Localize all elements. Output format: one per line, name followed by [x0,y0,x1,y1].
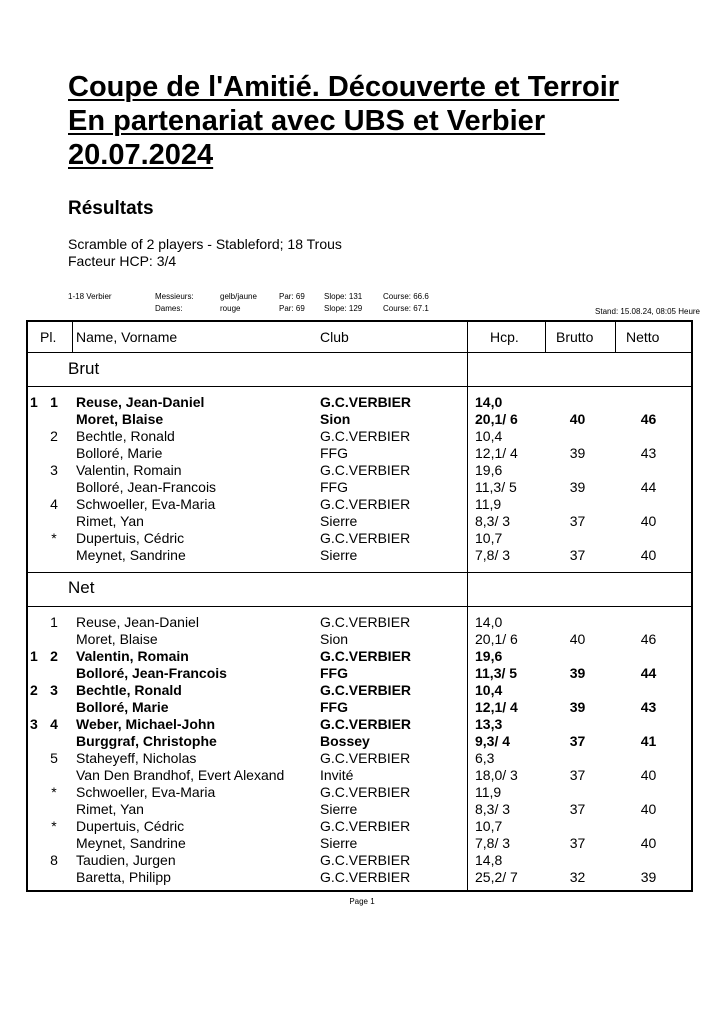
netto-cell: 41 [640,733,657,749]
table-row [28,750,691,767]
col-divider-pl [72,322,73,352]
player-name-cell: Bolloré, Jean-Francois [76,665,227,681]
hcp-cell: 14,0 [475,394,503,410]
men-label: Messieurs: [155,292,194,301]
section-divider-net-top [28,572,691,573]
rank-cell: 1 [30,394,38,410]
place-cell: * [51,784,57,800]
player-name-cell: Moret, Blaise [76,631,158,647]
hcp-cell: 14,8 [475,852,503,868]
brutto-cell: 32 [569,869,586,885]
player-name-cell: Meynet, Sandrine [76,547,186,563]
club-cell: G.C.VERBIER [320,682,412,698]
table-row [28,733,691,750]
men-course-rating: Course: 66.6 [383,292,429,301]
club-cell: Sierre [320,801,358,817]
player-name-cell: Taudien, Jurgen [76,852,176,868]
format-text: Scramble of 2 players - Stableford; 18 Trous [68,236,342,252]
hcp-cell: 20,1/ 6 [475,631,518,647]
place-cell: 4 [50,716,58,732]
table-row [28,852,691,869]
player-name-cell: Bechtle, Ronald [76,428,175,444]
netto-cell: 40 [640,801,657,817]
brutto-cell: 37 [569,547,586,563]
table-row [28,716,691,733]
table-row [28,784,691,801]
section-label-net: Net [68,578,95,597]
player-name-cell: Dupertuis, Cédric [76,818,185,834]
table-row [28,665,691,682]
hcp-cell: 11,9 [475,496,502,512]
hcp-cell: 10,4 [475,682,503,698]
table-row [28,462,691,479]
hcp-cell: 14,0 [475,614,503,630]
table-row [28,513,691,530]
place-cell: 2 [50,648,58,664]
club-cell: Bossey [320,733,370,749]
hcp-cell: 10,4 [475,428,503,444]
section-divider-brut [28,386,691,387]
netto-cell: 40 [640,767,657,783]
club-cell: G.C.VERBIER [320,530,411,546]
hcp-cell: 8,3/ 3 [475,801,511,817]
club-cell: G.C.VERBIER [320,784,411,800]
hcp-cell: 19,6 [475,648,503,664]
results-table [26,320,693,892]
club-cell: G.C.VERBIER [320,614,411,630]
table-row [28,835,691,852]
table-row [28,428,691,445]
player-name-cell: Bolloré, Marie [76,699,169,715]
header-netto: Netto [626,329,660,345]
brutto-cell: 37 [569,835,586,851]
women-label: Dames: [155,304,183,313]
club-cell: G.C.VERBIER [320,852,411,868]
header-club: Club [320,329,349,345]
header-divider [28,352,691,353]
player-name-cell: Meynet, Sandrine [76,835,186,851]
col-divider-netto [615,322,616,352]
hcp-cell: 12,1/ 4 [475,445,518,461]
club-cell: Sierre [320,547,358,563]
club-cell: FFG [320,699,348,715]
club-cell: Invité [320,767,354,783]
club-cell: FFG [320,479,348,495]
club-cell: G.C.VERBIER [320,648,412,664]
hcp-cell: 19,6 [475,462,503,478]
women-slope: Slope: 129 [324,304,363,313]
player-name-cell: Bolloré, Jean-Francois [76,479,217,495]
brutto-cell: 37 [569,801,586,817]
brutto-cell: 39 [569,479,586,495]
title-line-date: 20.07.2024 [68,139,214,171]
place-cell: 4 [50,496,58,512]
player-name-cell: Schwoeller, Eva-Maria [76,784,216,800]
netto-cell: 44 [640,665,657,681]
brutto-cell: 37 [569,513,586,529]
player-name-cell: Weber, Michael-John [76,716,215,732]
hcp-cell: 25,2/ 7 [475,869,518,885]
club-cell: FFG [320,445,348,461]
page-number: Page 1 [349,897,375,906]
rank-cell: 2 [30,682,38,698]
table-row [28,479,691,496]
table-row [28,699,691,716]
hcp-cell: 12,1/ 4 [475,699,518,715]
player-name-cell: Reuse, Jean-Daniel [76,614,199,630]
table-row [28,869,691,886]
club-cell: G.C.VERBIER [320,750,411,766]
table-row [28,682,691,699]
club-cell: G.C.VERBIER [320,428,411,444]
player-name-cell: Valentin, Romain [76,648,189,664]
hcp-cell: 9,3/ 4 [475,733,511,749]
club-cell: G.C.VERBIER [320,496,411,512]
player-name-cell: Bechtle, Ronald [76,682,182,698]
table-row [28,496,691,513]
place-cell: 3 [50,682,58,698]
title-line-partner: En partenariat avec UBS et Verbier [68,105,546,137]
section-divider-net [28,606,691,607]
club-cell: FFG [320,665,348,681]
hcp-cell: 7,8/ 3 [475,547,511,563]
netto-cell: 39 [640,869,657,885]
table-row [28,801,691,818]
netto-cell: 44 [640,479,657,495]
table-row [28,530,691,547]
col-divider-brutto [545,322,546,352]
header-hcp: Hcp. [490,329,519,345]
netto-cell: 46 [640,631,657,647]
hcp-cell: 10,7 [475,818,503,834]
men-slope: Slope: 131 [324,292,363,301]
header-pl: Pl. [40,329,57,345]
club-cell: Sion [320,411,351,427]
results-heading: Résultats [68,198,154,219]
table-row [28,648,691,665]
men-par: Par: 69 [279,292,305,301]
page-title [68,70,619,172]
player-name-cell: Bolloré, Marie [76,445,163,461]
header-name: Name, Vorname [76,329,178,345]
women-tee: rouge [220,304,241,313]
rank-cell: 1 [30,648,38,664]
brutto-cell: 39 [569,445,586,461]
club-cell: G.C.VERBIER [320,394,412,410]
stand-timestamp: Stand: 15.08.24, 08:05 Heure [595,307,700,316]
hcp-factor-text: Facteur HCP: 3/4 [68,253,177,269]
netto-cell: 43 [640,699,657,715]
netto-cell: 43 [640,445,657,461]
brutto-cell: 40 [569,411,586,427]
competition-info [68,236,342,270]
club-cell: G.C.VERBIER [320,818,411,834]
player-name-cell: Moret, Blaise [76,411,164,427]
player-name-cell: Reuse, Jean-Daniel [76,394,205,410]
hcp-cell: 18,0/ 3 [475,767,518,783]
netto-cell: 40 [640,513,657,529]
player-name-cell: Rimet, Yan [76,801,144,817]
player-name-cell: Burggraf, Christophe [76,733,217,749]
place-cell: 8 [50,852,58,868]
netto-cell: 40 [640,835,657,851]
place-cell: 5 [50,750,58,766]
hcp-cell: 6,3 [475,750,495,766]
player-name-cell: Van Den Brandhof, Evert Alexand [76,767,285,783]
player-name-cell: Valentin, Romain [76,462,182,478]
header-brutto: Brutto [556,329,594,345]
club-cell: Sierre [320,513,358,529]
table-row [28,818,691,835]
table-row [28,411,691,428]
netto-cell: 46 [640,411,657,427]
table-row [28,631,691,648]
table-row [28,394,691,411]
table-row [28,547,691,564]
place-cell: * [51,530,57,546]
brutto-cell: 39 [569,699,586,715]
hcp-cell: 11,3/ 5 [475,479,517,495]
hcp-cell: 13,3 [475,716,503,732]
women-course-rating: Course: 67.1 [383,304,429,313]
women-par: Par: 69 [279,304,305,313]
hcp-cell: 11,3/ 5 [475,665,518,681]
brutto-cell: 37 [569,767,586,783]
table-row [28,614,691,631]
netto-cell: 40 [640,547,657,563]
player-name-cell: Rimet, Yan [76,513,144,529]
section-label-brut: Brut [68,359,100,378]
title-line-event: Coupe de l'Amitié. Découverte et Terroir [68,71,620,103]
player-name-cell: Staheyeff, Nicholas [76,750,197,766]
club-cell: Sierre [320,835,358,851]
hcp-cell: 10,7 [475,530,503,546]
hcp-cell: 7,8/ 3 [475,835,511,851]
place-cell: * [51,818,57,834]
hcp-cell: 11,9 [475,784,502,800]
place-cell: 1 [50,394,58,410]
hcp-cell: 8,3/ 3 [475,513,511,529]
brutto-cell: 39 [569,665,586,681]
brutto-cell: 40 [569,631,586,647]
place-cell: 3 [50,462,58,478]
brutto-cell: 37 [569,733,586,749]
place-cell: 2 [50,428,58,444]
player-name-cell: Schwoeller, Eva-Maria [76,496,216,512]
player-name-cell: Baretta, Philipp [76,869,171,885]
hcp-cell: 20,1/ 6 [475,411,518,427]
player-name-cell: Dupertuis, Cédric [76,530,185,546]
rank-cell: 3 [30,716,38,732]
club-cell: G.C.VERBIER [320,869,411,885]
club-cell: G.C.VERBIER [320,716,412,732]
table-row [28,445,691,462]
club-cell: Sion [320,631,349,647]
place-cell: 1 [50,614,58,630]
course-holes: 1-18 Verbier [68,292,112,301]
table-row [28,767,691,784]
club-cell: G.C.VERBIER [320,462,411,478]
men-tee: gelb/jaune [220,292,257,301]
